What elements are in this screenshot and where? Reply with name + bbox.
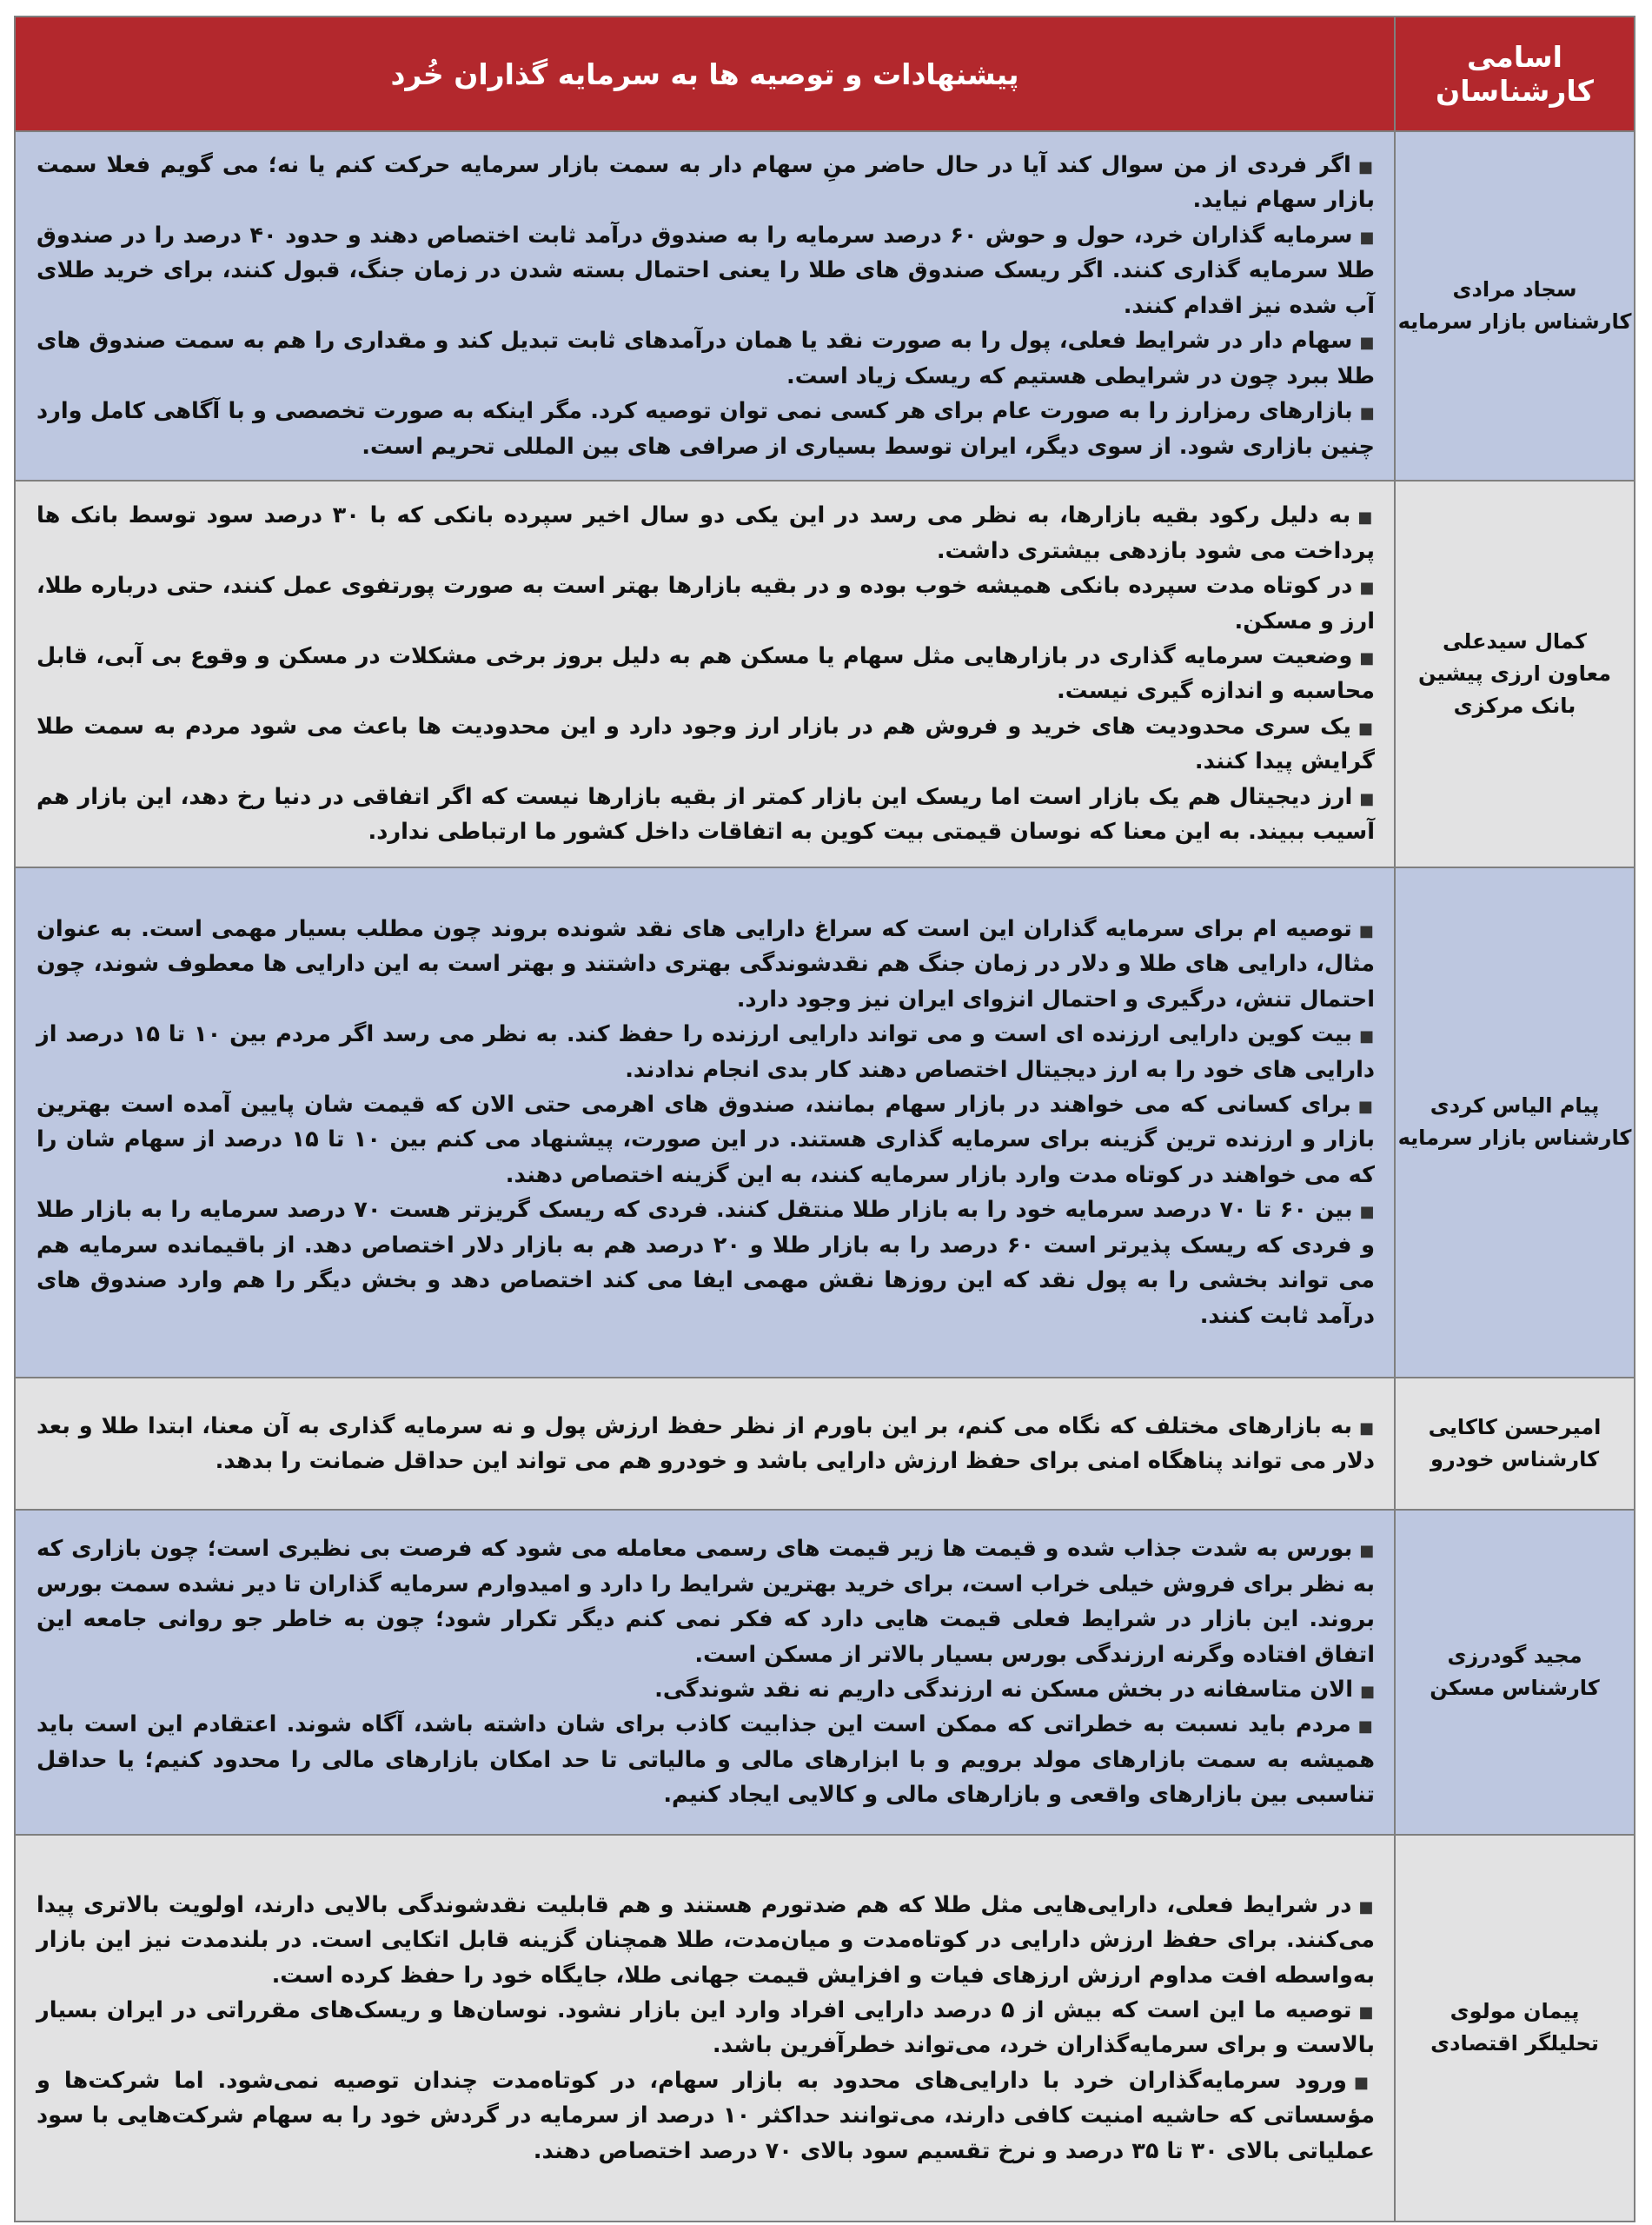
recommendation-item xyxy=(36,2063,1375,2169)
expert-name: کمال سیدعلی xyxy=(1443,628,1587,654)
square-bullet-icon: ■ xyxy=(1359,334,1375,353)
square-bullet-icon: ■ xyxy=(1359,1542,1376,1561)
recommendations-list xyxy=(36,1409,1375,1479)
recommendation-item xyxy=(36,1017,1375,1087)
square-bullet-icon: ■ xyxy=(1357,719,1375,738)
recommendation-item xyxy=(36,709,1375,780)
recommendations-list xyxy=(36,912,1375,1333)
recommendation-item xyxy=(36,1993,1375,2063)
recommendation-text: به دلیل رکود بقیه بازارها، به نظر می رسد در این یکی دو سال اخیر سپرده بانکی که با ۳۰ درصد سود توسط بانک ها پرداخت می شود بازدهی بیشتری داشت. xyxy=(36,502,1375,564)
recommendation-item xyxy=(36,639,1375,709)
square-bullet-icon: ■ xyxy=(1357,158,1375,176)
expert-row xyxy=(15,867,1635,1378)
recommendation-text: بیت کوین دارایی ارزنده ای است و می تواند دارایی ارزنده را حفظ کند. به نظر می رسد اگر مردم بین ۱۰ تا ۱۵ درصد از دارایی های خود را به ارز دیجیتال اختصاص دهند کار بدی انجام ندادند. xyxy=(36,1021,1375,1083)
expert-name: امیرحسن کاکایی xyxy=(1428,1414,1602,1439)
square-bullet-icon: ■ xyxy=(1358,921,1375,940)
recommendation-item xyxy=(36,1888,1375,1993)
recommendation-text: مردم باید نسبت به خطراتی که ممکن است این جذابیت کاذب برای شان داشته باشد، آگاه شوند. اعتقادم این است باید همیشه به سمت بازارهای مولد برویم و با ابزارهای مالی و مالیاتی تا حد امکان بازارهای مالی را محدود کنیم؛ یا حداقل تناسبی بین بازارهای واقعی و بازارهای مالی و کالایی ایجاد کنیم. xyxy=(36,1711,1375,1809)
square-bullet-icon: ■ xyxy=(1359,789,1375,808)
expert-name-cell xyxy=(1395,1378,1635,1510)
recommendation-item xyxy=(36,323,1375,394)
expert-role: تحلیلگر اقتصادی xyxy=(1430,2031,1599,2056)
recommendation-text: ارز دیجیتال هم یک بازار است اما ریسک این بازار کمتر از بقیه بازارها نیست که اگر اتفاقی در دنیا رخ دهد، این بازار هم آسیب ببیند. به این معنا که نوسان قیمتی بیت کوین به اتفاقات داخل کشور ما ارتباطی ندارد. xyxy=(36,783,1375,846)
recommendation-text: توصیه ام برای سرمایه گذاران این است که سراغ دارایی های نقد شونده بروند چون مطلب بسیار مهمی است. به عنوان مثال، دارایی های طلا و دلار در زمان جنگ هم نقدشوندگی بهتری داشتند و بهتر است به این دارایی ها معطوف شوند، چون احتمال تنش، درگیری و احتمال انزوای ایران نیز وجود دارد. xyxy=(36,915,1375,1013)
square-bullet-icon: ■ xyxy=(1359,228,1375,247)
recommendation-item xyxy=(36,912,1375,1017)
recommendations-cell xyxy=(15,1835,1395,2222)
recommendation-item xyxy=(36,1087,1375,1192)
expert-role: کارشناس خودرو xyxy=(1430,1446,1600,1471)
recommendation-text: در شرایط فعلی، دارایی‌هایی مثل طلا که هم ضدتورم هستند و هم قابلیت نقدشوندگی بالایی دارند، اولویت بالاتری پیدا می‌کنند. برای حفظ ارزش دارایی در کوتاه‌مدت و میان‌مدت، طلا همچنان گزینه قابل اتکایی است. در بلندمدت نیز این بازار به‌واسطه افت مداوم ارزش ارزهای فیات و افزایش قیمت جهانی طلا، جایگاه خود را حفظ کرده است. xyxy=(36,1891,1375,1989)
recommendation-item xyxy=(36,568,1375,639)
expert-name-cell xyxy=(1395,131,1635,481)
expert-role: معاون ارزی پیشین بانک مرکزی xyxy=(1417,661,1611,719)
square-bullet-icon: ■ xyxy=(1357,508,1375,528)
recommendation-text: اگر فردی از من سوال کند آیا در حال حاضر منِ سهام دار به سمت بازار سرمایه حرکت کنم یا نه؛ می گویم فعلا سمت بازار سهام نیاید. xyxy=(36,152,1375,214)
expert-name: سجاد مرادی xyxy=(1452,276,1577,302)
recommendation-item xyxy=(36,394,1375,464)
expert-name-cell xyxy=(1395,481,1635,867)
recommendations-cell xyxy=(15,131,1395,481)
recommendation-text: توصیه ما این است که بیش از ۵ درصد دارایی افراد وارد این بازار نشود. نوسان‌ها و ریسک‌های مقرراتی در ایران بسیار بالاست و برای سرمایه‌گذاران خرد، می‌تواند خطرآفرین باشد. xyxy=(36,1997,1375,2059)
recommendation-item xyxy=(36,1531,1375,1672)
expert-row xyxy=(15,1510,1635,1835)
recommendation-text: وضعیت سرمایه گذاری در بازارهایی مثل سهام یا مسکن هم به دلیل بروز برخی مشکلات در مسکن و وقوع بی آبی، قابل محاسبه و اندازه گیری نیست. xyxy=(36,643,1375,705)
recommendation-text: سرمایه گذاران خرد، حول و حوش ۶۰ درصد سرمایه را به صندوق درآمد ثابت اختصاص دهند و حدود ۴۰ درصد را در صندوق طلا سرمایه گذاری کنند. اگر ریسک صندوق های طلا را یعنی احتمال بسته شدن در زمان جنگ، قبول کنند، برای خرید طلای آب شده نیز اقدام کنند. xyxy=(36,222,1375,319)
recommendations-cell xyxy=(15,1510,1395,1835)
recommendation-text: یک سری محدودیت های خرید و فروش هم در بازار ارز وجود دارد و این محدودیت ها باعث می شود مردم به سمت طلا گرایش پیدا کنند. xyxy=(36,713,1375,775)
square-bullet-icon: ■ xyxy=(1357,1098,1375,1116)
square-bullet-icon: ■ xyxy=(1359,404,1375,423)
expert-row xyxy=(15,1835,1635,2222)
expert-row xyxy=(15,481,1635,867)
recommendations-list xyxy=(36,498,1375,849)
expert-name: پیمان مولوی xyxy=(1450,1999,1580,2024)
expert-row xyxy=(15,131,1635,481)
square-bullet-icon: ■ xyxy=(1359,1682,1375,1701)
recommendations-cell xyxy=(15,867,1395,1378)
recommendation-text: در کوتاه مدت سپرده بانکی همیشه خوب بوده و در بقیه بازارها بهتر است به صورت پورتفوی عمل کنند، حتی درباره طلا، ارز و مسکن. xyxy=(36,573,1375,634)
square-bullet-icon: ■ xyxy=(1359,1203,1375,1222)
square-bullet-icon: ■ xyxy=(1359,1418,1375,1438)
recommendation-text: ورود سرمایه‌گذاران خرد با دارایی‌های محدود به بازار سهام، در کوتاه‌مدت چندان توصیه نمی‌شود. اما شرکت‌ها و مؤسساتی که حاشیه امنیت کافی دارند، می‌توانند حداکثر ۱۰ درصد از سرمایه در گردش خود را به سهام شرکت‌هایی با سود عملیاتی بالای ۳۰ تا ۳۵ درصد و نرخ تقسیم سود بالای ۷۰ درصد اختصاص دهند. xyxy=(36,2067,1375,2164)
recommendations-list xyxy=(36,148,1375,464)
recommendation-item xyxy=(36,1707,1375,1812)
recommendation-text: الان متاسفانه در بخش مسکن نه ارزندگی داریم نه نقد شوندگی. xyxy=(654,1676,1353,1703)
expert-name-cell xyxy=(1395,1510,1635,1835)
expert-role: کارشناس مسکن xyxy=(1430,1675,1600,1700)
square-bullet-icon: ■ xyxy=(1353,2073,1375,2092)
experts-recommendations-table xyxy=(14,16,1635,2222)
recommendations-list xyxy=(36,1531,1375,1813)
recommendation-item xyxy=(36,218,1375,323)
recommendation-text: به بازارهای مختلف که نگاه می کنم، بر این باورم از نظر حفظ ارزش پول و نه سرمایه گذاری به آن معنا، ابتدا طلا و بعد دلار می تواند پناهگاه امنی برای حفظ ارزش دارایی باشد و خودرو هم می تواند این حداقل ضمانت را بدهد. xyxy=(36,1412,1375,1474)
recommendation-item xyxy=(36,780,1375,850)
header-names-column: اسامی کارشناسان xyxy=(1395,17,1635,131)
recommendation-text: بورس به شدت جذاب شده و قیمت ها زیر قیمت های رسمی معامله می شود که فرصت بی نظیری است؛ چون بازاری که به نظر برای فروش خیلی خراب است، برای خرید بهترین شرایط را دارد و امیدوارم سرمایه گذاران تا دیر نشده سمت بورس بروند. این بازار در شرایط فعلی قیمت هایی دارد که فکر نمی کنم دیگر تکرار شود؛ چون به خاطر جو روانی جامعه این اتفاق افتاده وگرنه ارزندگی بورس بسیار بالاتر از مسکن است. xyxy=(36,1536,1375,1668)
recommendation-item xyxy=(36,498,1375,568)
recommendation-text: بازارهای رمزارز را به صورت عام برای هر کسی نمی توان توصیه کرد. مگر اینکه به صورت تخصصی و با آگاهی کامل وارد چنین بازاری شود. از سوی دیگر، ایران توسط بسیاری از صرافی های بین المللی تحریم است. xyxy=(36,398,1375,460)
header-recommendations-column: پیشنهادات و توصیه ها به سرمایه گذاران خُرد xyxy=(15,17,1395,131)
recommendations-cell xyxy=(15,481,1395,867)
expert-name: پیام الیاس کردی xyxy=(1430,1093,1600,1119)
square-bullet-icon: ■ xyxy=(1359,579,1375,598)
square-bullet-icon: ■ xyxy=(1358,1027,1375,1046)
expert-name: مجید گودرزی xyxy=(1447,1643,1582,1668)
expert-name-cell xyxy=(1395,867,1635,1378)
expert-name-cell xyxy=(1395,1835,1635,2222)
recommendation-text: بین ۶۰ تا ۷۰ درصد سرمایه خود را به بازار طلا منتقل کنند. فردی که ریسک گریزتر هست ۷۰ درصد سرمایه را به بازار طلا و فردی که ریسک پذیرتر است ۶۰ درصد را به بازار طلا و ۲۰ درصد هم به بازار دلار اختصاص دهد. از باقیمانده سرمایه هم می تواند بخشی را به پول نقد که این روزها نقش مهمی ایفا می کند اختصاص دهد و بخش دیگر را هم وارد صندوق های درآمد ثابت کنند. xyxy=(36,1197,1375,1329)
square-bullet-icon: ■ xyxy=(1358,1897,1375,1916)
recommendation-item xyxy=(36,1192,1375,1333)
recommendation-item xyxy=(36,1672,1375,1707)
recommendation-item xyxy=(36,1409,1375,1479)
square-bullet-icon: ■ xyxy=(1359,649,1375,668)
recommendations-cell xyxy=(15,1378,1395,1510)
expert-role: کارشناس بازار سرمایه xyxy=(1397,309,1632,334)
recommendation-text: سهام دار در شرایط فعلی، پول را به صورت نقد یا همان درآمدهای ثابت تبدیل کند و مقداری را هم به سمت صندوق های طلا ببرد چون در شرایطی هستیم که ریسک زیاد است. xyxy=(36,328,1375,389)
square-bullet-icon: ■ xyxy=(1358,2003,1375,2022)
expert-row xyxy=(15,1378,1635,1510)
square-bullet-icon: ■ xyxy=(1357,1717,1375,1737)
recommendation-item xyxy=(36,148,1375,218)
recommendations-list xyxy=(36,1888,1375,2169)
recommendation-text: برای کسانی که می خواهند در بازار سهام بمانند، صندوق های اهرمی حتی الان که قیمت شان پایین آمده است بهترین بازار و ارزنده ترین گزینه برای سرمایه گذاری هستند. در این صورت، پیشنهاد می کنم بین ۱۰ تا ۱۵ درصد از سهام شان را که می خواهند در کوتاه مدت وارد بازار سرمایه کنند، به این گزینه اختصاص دهند. xyxy=(36,1092,1375,1188)
expert-role: کارشناس بازار سرمایه xyxy=(1397,1126,1632,1151)
